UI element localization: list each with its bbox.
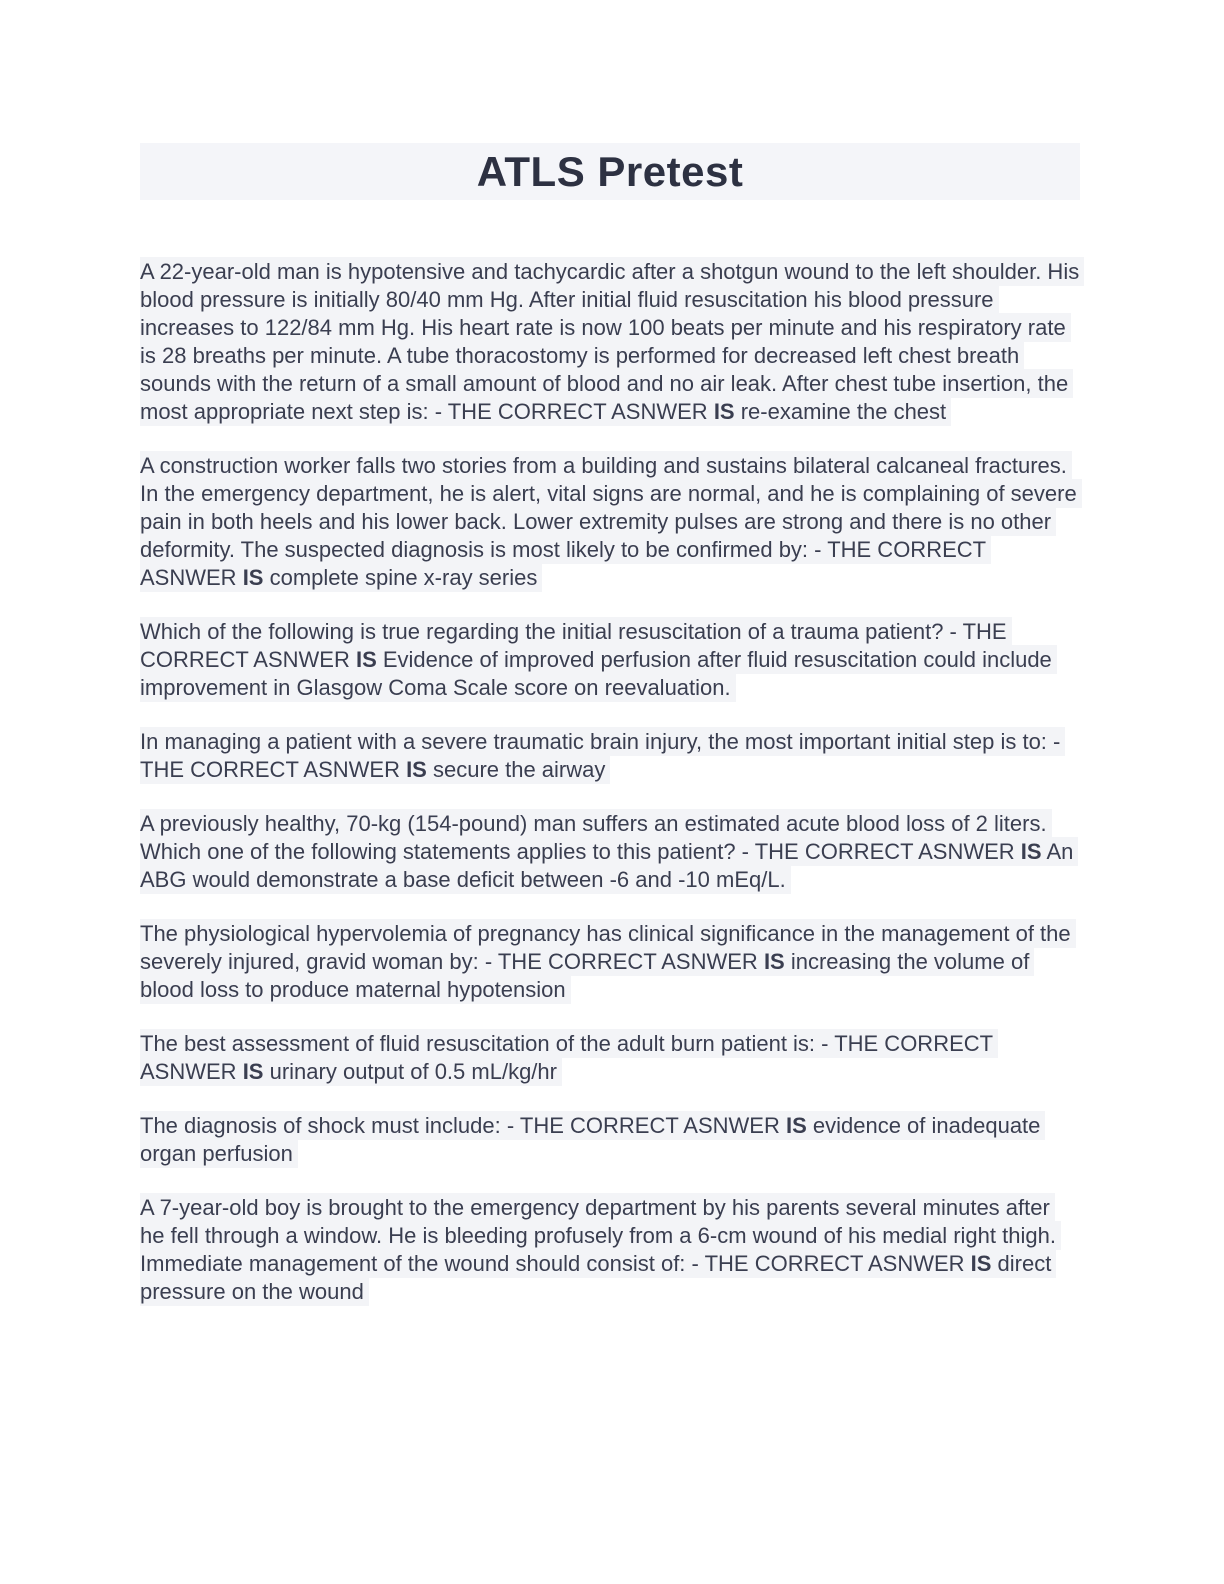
question-text: The diagnosis of shock must include: - THE CORRECT ASNWER [140,1113,786,1138]
answer-emphasis: IS [1020,839,1042,864]
question-text: The best assessment of fluid resuscitation of the adult burn patient is: - THE CORRECT ASNWER [140,1031,993,1084]
highlighted-text [140,1111,1045,1168]
question-text: A 7-year-old boy is brought to the emergency department by his parents several minutes after he fell through a window. He is bleeding profusely from a 6-cm wound of his medial right thigh. Immediate management of the wound should consist of: - THE CORRECT ASNWER [140,1195,1056,1276]
question-paragraph-1 [140,258,1080,426]
question-paragraph-2 [140,452,1080,592]
question-text: A construction worker falls two stories from a building and sustains bilateral calcaneal fractures. In the emergency department, he is alert, vital signs are normal, and he is complaining of severe pain in both heels and his lower back. Lower extremity pulses are strong and there is no other deformity. The suspected diagnosis is most likely to be confirmed by: - THE CORRECT ASNWER [140,453,1077,590]
question-text: The physiological hypervolemia of pregnancy has clinical significance in the management of the severely injured, gravid woman by: - THE CORRECT ASNWER [140,921,1071,974]
answer-emphasis: IS [355,647,377,672]
answer-text: re-examine the chest [734,399,947,424]
highlighted-text [140,919,1076,1004]
highlighted-text [140,451,1082,592]
question-paragraph-9 [140,1194,1080,1306]
answer-text: Evidence of improved perfusion after fluid resuscitation could include improvement in Glasgow Coma Scale score on reevaluation. [140,647,1052,700]
question-text: A previously healthy, 70-kg (154-pound) man suffers an estimated acute blood loss of 2 liters. Which one of the following statements applies to this patient? - THE CORRECT ASNWER [140,811,1047,864]
highlighted-text [140,1029,998,1086]
document-title-band [140,143,1080,200]
answer-text: secure the airway [426,757,606,782]
question-text: Which of the following is true regarding the initial resuscitation of a trauma patient? - THE CORRECT ASNWER [140,619,1007,672]
question-text: In managing a patient with a severe traumatic brain injury, the most important initial step is to: - THE CORRECT ASNWER [140,729,1061,782]
answer-text: urinary output of 0.5 mL/kg/hr [263,1059,557,1084]
answer-emphasis: IS [242,565,264,590]
highlighted-text [140,727,1065,784]
highlighted-text [140,617,1057,702]
answer-emphasis: IS [242,1059,264,1084]
answer-emphasis: IS [785,1113,807,1138]
highlighted-text [140,1193,1061,1306]
question-paragraph-7 [140,1030,1080,1086]
question-paragraph-4 [140,728,1080,784]
document-title: ATLS Pretest [476,147,744,195]
question-paragraph-5 [140,810,1080,894]
answer-text: complete spine x-ray series [263,565,538,590]
document-body [140,258,1080,1306]
question-paragraph-3 [140,618,1080,702]
answer-emphasis: IS [713,399,735,424]
question-text: A 22-year-old man is hypotensive and tachycardic after a shotgun wound to the left shoulder. His blood pressure is initially 80/40 mm Hg. After initial fluid resuscitation his blood pressure increases to 122/84 mm Hg. His heart rate is now 100 beats per minute and his respiratory rate is 28 breaths per minute. A tube thoracostomy is performed for decreased left chest breath sounds with the return of a small amount of blood and no air leak. After chest tube insertion, the most appropriate next step is: - THE CORRECT ASNWER [140,259,1080,424]
answer-text: evidence of inadequate organ perfusion [140,1113,1041,1166]
answer-text: An ABG would demonstrate a base deficit between -6 and -10 mEq/L. [140,839,1074,892]
question-paragraph-8 [140,1112,1080,1168]
answer-emphasis: IS [970,1251,992,1276]
document-page [140,0,1080,1306]
answer-emphasis: IS [406,757,427,782]
answer-text: increasing the volume of blood loss to produce maternal hypotension [140,949,1030,1002]
answer-emphasis: IS [763,949,785,974]
answer-text: direct pressure on the wound [140,1251,1052,1304]
highlighted-text [140,257,1084,426]
question-paragraph-6 [140,920,1080,1004]
highlighted-text [140,809,1078,894]
